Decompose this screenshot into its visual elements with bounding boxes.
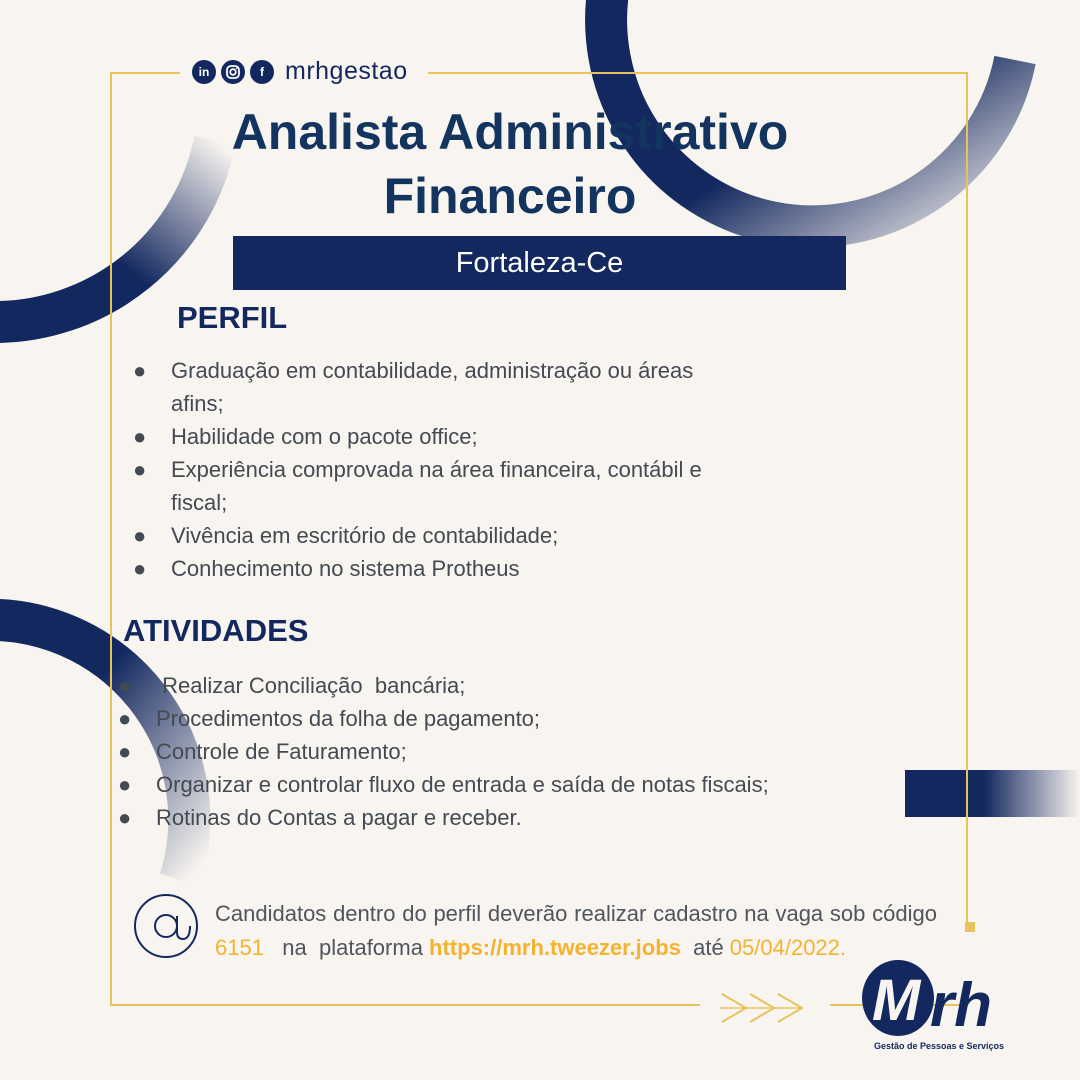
- location-banner: [233, 236, 846, 290]
- list-item: ● Realizar Conciliação bancária;: [118, 669, 878, 702]
- logo-tagline: Gestão de Pessoas e Serviços: [873, 1041, 1005, 1051]
- list-item: ● Vivência em escritório de contabilidade;: [133, 519, 793, 552]
- job-title-line2: Financeiro: [383, 168, 637, 224]
- job-code: 6151: [215, 935, 264, 960]
- bullet: ●: [133, 556, 147, 581]
- platform-link[interactable]: https://mrh.tweezer.jobs: [429, 935, 681, 960]
- bullet: ●: [133, 457, 147, 482]
- location-text: Fortaleza-Ce: [455, 246, 624, 279]
- bullet: ●: [118, 805, 132, 830]
- list-item: ● Experiência comprovada na área financeira, contábil e fiscal;: [133, 453, 793, 519]
- bullet: ●: [118, 673, 132, 698]
- chevrons-right-icon: [720, 990, 812, 1026]
- bullet: ●: [118, 772, 132, 797]
- job-title-line1: Analista Administrativo: [231, 104, 789, 160]
- deadline-date: 05/04/2022.: [729, 935, 847, 960]
- mrh-logo: [858, 958, 1020, 1038]
- list-item: ● Procedimentos da folha de pagamento;: [118, 702, 878, 735]
- list-item: ● Conhecimento no sistema Protheus: [133, 552, 793, 585]
- list-item: ● Graduação em contabilidade, administração ou áreas afins;: [133, 354, 793, 420]
- bullet: ●: [118, 739, 132, 764]
- bullet: ●: [133, 424, 147, 449]
- list-item: ● Rotinas do Contas a pagar e receber.: [118, 801, 878, 834]
- facebook-icon[interactable]: f: [250, 60, 274, 84]
- list-item: ● Controle de Faturamento;: [118, 735, 878, 768]
- atividades-list: [118, 669, 878, 834]
- social-handle[interactable]: mrhgestao: [285, 57, 408, 85]
- svg-text:M: M: [872, 968, 921, 1033]
- list-item: ● Organizar e controlar fluxo de entrada e saída de notas fiscais;: [118, 768, 878, 801]
- perfil-list: [133, 354, 793, 585]
- atividades-heading: ATIVIDADES: [123, 613, 309, 648]
- application-instructions: Candidatos dentro do perfil deverão realizar cadastro na vaga sob código 6151 na plataforma https://mrh.tweezer.jobs até 05/04/2022.: [215, 901, 937, 960]
- bullet: ●: [133, 523, 147, 548]
- gold-square-accent: [965, 922, 975, 932]
- bullet: ●: [118, 706, 132, 731]
- linkedin-icon[interactable]: in: [192, 60, 216, 84]
- social-bar: [192, 57, 408, 86]
- list-item: ● Habilidade com o pacote office;: [133, 420, 793, 453]
- svg-text:rh: rh: [930, 971, 992, 1038]
- job-title: [150, 100, 870, 228]
- bullet: ●: [133, 358, 147, 383]
- at-sign-icon: [132, 892, 200, 960]
- instagram-icon[interactable]: [221, 60, 245, 84]
- perfil-heading: PERFIL: [177, 300, 288, 335]
